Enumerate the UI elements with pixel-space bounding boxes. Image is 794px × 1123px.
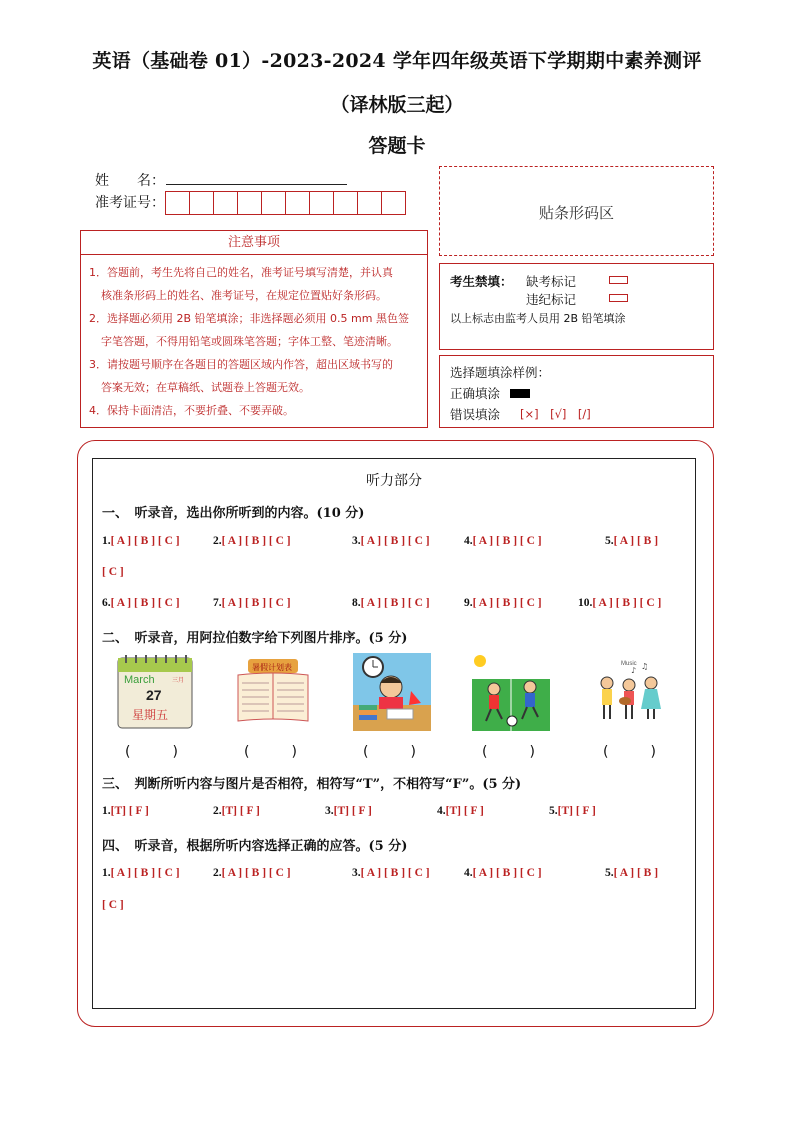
item-number: 7. (213, 597, 222, 609)
item-number: 2. (213, 805, 222, 817)
notice-heading: 注意事项 (81, 231, 427, 255)
tf-options[interactable]: [T] [ F ] (221, 805, 260, 817)
q4-item-5[interactable] (605, 867, 658, 879)
order-answer-4[interactable]: ( ) (482, 744, 535, 760)
item-number: 4. (464, 867, 473, 879)
item-number: 9. (464, 597, 473, 609)
q3-item-4[interactable] (437, 805, 484, 817)
q3-item-3[interactable] (325, 805, 372, 817)
q3-item-1[interactable] (102, 805, 149, 817)
tf-options[interactable]: [T] [ F ] (445, 805, 484, 817)
digit-box[interactable] (333, 191, 358, 215)
calendar-picture (116, 653, 194, 731)
barcode-area (439, 166, 714, 256)
ab-options[interactable]: [ A ] [ B ] (613, 535, 659, 547)
exam-no-label: 准考证号： (95, 195, 165, 211)
ab-options[interactable]: [ A ] [ B ] (613, 867, 659, 879)
football-picture (472, 653, 550, 731)
item-number: 1. (102, 805, 111, 817)
q1-item-4[interactable] (464, 535, 542, 547)
item-number: 2. (213, 535, 222, 547)
item-number: 5. (605, 535, 614, 547)
svg-text:♫: ♫ (641, 662, 649, 671)
abc-options[interactable]: [ A ] [ B ] [ C ] (110, 535, 180, 547)
digit-box[interactable] (381, 191, 406, 215)
exam-title: 英语（基础卷 01）-2023-2024 学年四年级英语下学期期中素养测评 (92, 50, 702, 72)
correct-fill-mark (510, 389, 530, 398)
q4-item-2[interactable] (213, 867, 291, 879)
question-4-prompt: 四、 听录音，根据所听内容选择正确的应答。(5 分) (102, 839, 408, 854)
listening-title: 听力部分 (366, 473, 422, 489)
q3-item-5[interactable] (549, 805, 596, 817)
correct-fill-label: 正确填涂 (450, 386, 501, 401)
notice-line: 字笔答题，不得用铅笔或圆珠笔答题；字体工整、笔迹清晰。 (101, 335, 398, 348)
q1-item-5[interactable] (605, 535, 658, 547)
abc-options[interactable]: [ A ] [ B ] [ C ] (592, 597, 662, 609)
q4-item-4[interactable] (464, 867, 542, 879)
q1-item-3[interactable] (352, 535, 430, 547)
absent-checkbox[interactable] (609, 276, 628, 284)
q4-item-1[interactable] (102, 867, 180, 879)
digit-box[interactable] (357, 191, 382, 215)
c-option[interactable]: [ C ] (102, 566, 124, 578)
abc-options[interactable]: [ A ] [ B ] [ C ] (472, 867, 542, 879)
item-number: 3. (325, 805, 334, 817)
violation-label: 违纪标记 (526, 292, 577, 307)
notice-line: 4．保持卡面清洁，不要折叠、不要弄破。 (89, 404, 294, 417)
name-label: 姓 名： (95, 173, 165, 189)
item-number: 5. (605, 867, 614, 879)
abc-options[interactable]: [ A ] [ B ] [ C ] (221, 597, 291, 609)
music-children-picture (591, 653, 669, 731)
q3-item-2[interactable] (213, 805, 260, 817)
question-2-prompt: 二、 听录音，用阿拉伯数字给下列图片排序。(5 分) (102, 631, 408, 646)
barcode-label: 贴条形码区 (538, 204, 614, 222)
q1-item-5-wrap[interactable] (102, 566, 124, 578)
order-answer-5[interactable]: ( ) (603, 744, 656, 760)
item-number: 5. (549, 805, 558, 817)
svg-text:♪: ♪ (631, 666, 637, 675)
music-label: Music (621, 661, 637, 667)
wrong-fill-label: 错误填涂 (450, 407, 501, 422)
digit-box[interactable] (237, 191, 262, 215)
item-number: 3. (352, 535, 361, 547)
staff-only-title: 考生禁填： (450, 274, 513, 289)
staff-only-box (439, 263, 714, 350)
notice-line: 2．选择题必须用 2B 铅笔填涂；非选择题必须用 0.5 mm 黑色签 (89, 312, 409, 325)
notice-line: 1．答题前，考生先将自己的姓名，准考证号填写清楚，并认真 (89, 266, 393, 279)
item-number: 2. (213, 867, 222, 879)
digit-box[interactable] (309, 191, 334, 215)
item-number: 4. (464, 535, 473, 547)
q1-item-9[interactable] (464, 597, 542, 609)
notice-line: 答案无效；在草稿纸、试题卷上答题无效。 (101, 381, 310, 394)
staff-only-note: 以上标志由监考人员用 2B 铅笔填涂 (450, 312, 626, 325)
abc-options[interactable]: [ A ] [ B ] [ C ] (472, 535, 542, 547)
question-1-prompt: 一、 听录音，选出你所听到的内容。(10 分) (102, 506, 365, 521)
q1-item-2[interactable] (213, 535, 291, 547)
absent-label: 缺考标记 (526, 274, 577, 289)
calendar-weekday: 星期五 (132, 708, 169, 722)
notice-box (80, 230, 428, 428)
calendar-day: 27 (146, 687, 162, 703)
q1-item-7[interactable] (213, 597, 291, 609)
c-option[interactable]: [ C ] (102, 899, 124, 911)
item-number: 6. (102, 597, 111, 609)
q1-item-8[interactable] (352, 597, 430, 609)
order-answer-1[interactable]: ( ) (125, 744, 178, 760)
digit-box[interactable] (285, 191, 310, 215)
q4-item-3[interactable] (352, 867, 430, 879)
answer-card-title: 答题卡 (368, 135, 426, 157)
exam-number-boxes[interactable] (165, 191, 405, 215)
boy-studying-picture (353, 653, 431, 731)
abc-options[interactable]: [ A ] [ B ] [ C ] (360, 867, 430, 879)
q1-item-1[interactable] (102, 535, 180, 547)
fill-sample-title: 选择题填涂样例： (450, 365, 551, 380)
digit-box[interactable] (189, 191, 214, 215)
calendar-month-cn: 三月 (172, 677, 185, 684)
fill-sample-box (439, 355, 714, 428)
digit-box[interactable] (261, 191, 286, 215)
abc-options[interactable]: [ A ] [ B ] [ C ] (110, 867, 180, 879)
calendar-month: March (124, 674, 155, 686)
exam-subtitle: （译林版三起） (330, 94, 464, 116)
q4-item-5-wrap[interactable] (102, 899, 124, 911)
plan-book-picture (234, 653, 312, 731)
abc-options[interactable]: [ A ] [ B ] [ C ] (360, 535, 430, 547)
abc-options[interactable]: [ A ] [ B ] [ C ] (221, 535, 291, 547)
notice-line: 核准条形码上的姓名、准考证号，在规定位置贴好条形码。 (101, 289, 387, 302)
q1-item-6[interactable] (102, 597, 180, 609)
item-number: 8. (352, 597, 361, 609)
item-number: 10. (578, 597, 593, 609)
violation-checkbox[interactable] (609, 294, 628, 302)
item-number: 1. (102, 535, 111, 547)
item-number: 1. (102, 867, 111, 879)
tf-options[interactable]: [T] [ F ] (110, 805, 149, 817)
abc-options[interactable]: [ A ] [ B ] [ C ] (360, 597, 430, 609)
abc-options[interactable]: [ A ] [ B ] [ C ] (221, 867, 291, 879)
q1-item-10[interactable] (578, 597, 661, 609)
item-number: 3. (352, 867, 361, 879)
wrong-fill-marks: [×] [√] [/] (520, 407, 591, 421)
question-3-prompt: 三、 判断所听内容与图片是否相符，相符写“T”，不相符写“F”。(5 分) (102, 777, 522, 792)
item-number: 4. (437, 805, 446, 817)
tf-options[interactable]: [T] [ F ] (557, 805, 596, 817)
digit-box[interactable] (165, 191, 190, 215)
name-field[interactable] (166, 184, 347, 185)
notice-line: 3．请按题号顺序在各题目的答题区域内作答，超出区域书写的 (89, 358, 393, 371)
tf-options[interactable]: [T] [ F ] (333, 805, 372, 817)
digit-box[interactable] (213, 191, 238, 215)
abc-options[interactable]: [ A ] [ B ] [ C ] (472, 597, 542, 609)
order-answer-2[interactable]: ( ) (244, 744, 297, 760)
order-answer-3[interactable]: ( ) (363, 744, 416, 760)
plan-title: 暑假计划表 (252, 663, 292, 672)
abc-options[interactable]: [ A ] [ B ] [ C ] (110, 597, 180, 609)
